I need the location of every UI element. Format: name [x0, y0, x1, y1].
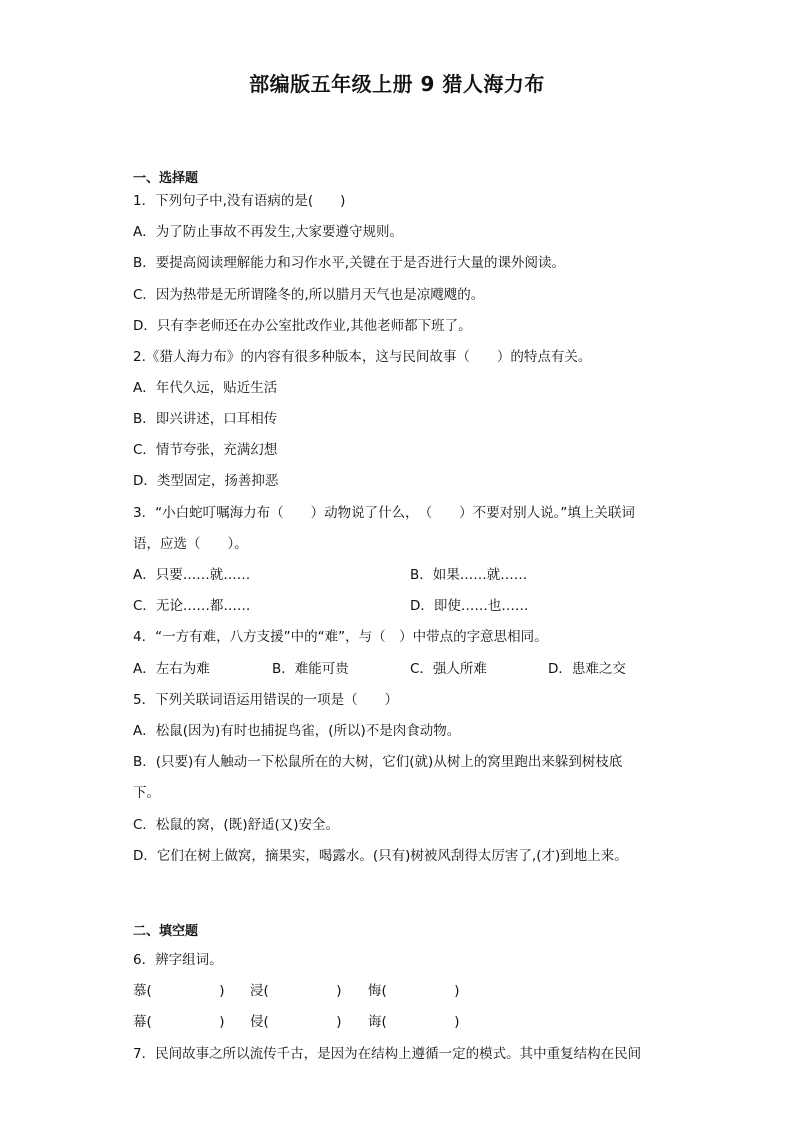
question-1-option-b: B．要提高阅读理解能力和习作水平,关键在于是否进行大量的课外阅读。: [133, 255, 566, 271]
question-3-option-a: A．只要……就……: [133, 567, 251, 583]
question-5-option-b-line2: 下。: [133, 785, 160, 801]
question-5-option-c: C．松鼠的窝，(既)舒适(又)安全。: [133, 817, 339, 833]
question-6-item: 慕( ): [133, 983, 225, 999]
question-3-stem-line1: 3．“小白蛇叮嘱海力布（ ）动物说了什么， （ ）不要对别人说。”填上关联词: [133, 505, 635, 521]
page-title: 部编版五年级上册 9 猎人海力布: [249, 72, 545, 96]
question-2-option-d: D．类型固定，扬善抑恶: [133, 473, 279, 489]
question-1-option-c: C．因为热带是无所谓隆冬的,所以腊月天气也是凉飕飕的。: [133, 287, 485, 303]
question-6-item: 诲( ): [368, 1014, 460, 1030]
question-5-option-b-line1: B．(只要)有人触动一下松鼠所在的大树，它们(就)从树上的窝里跑出来躲到树枝底: [133, 754, 623, 770]
question-4-option-d: D．患难之交: [548, 661, 626, 677]
question-7-stem: 7．民间故事之所以流传千古，是因为在结构上遵循一定的模式。其中重复结构在民间: [133, 1046, 642, 1062]
question-4-option-c: C．强人所难: [410, 661, 487, 677]
question-5-stem: 5．下列关联词语运用错误的一项是（ ）: [133, 692, 399, 708]
question-1-stem: 1．下列句子中,没有语病的是( ): [133, 193, 346, 209]
section-heading-choice: 一、选择题: [133, 171, 199, 186]
question-6-item: 悔( ): [368, 983, 460, 999]
question-4-option-a: A．左右为难: [133, 661, 210, 677]
question-2-stem: 2.《猎人海力布》的内容有很多种版本，这与民间故事（ ）的特点有关。: [133, 349, 592, 365]
question-6-item: 侵( ): [250, 1014, 342, 1030]
question-5-option-d: D．它们在树上做窝，摘果实，喝露水。(只有)树被风刮得太厉害了,(才)到地上来。: [133, 848, 628, 864]
question-2-option-c: C．情节夸张，充满幻想: [133, 442, 278, 458]
question-1-option-a: A．为了防止事故不再发生,大家要遵守规则。: [133, 224, 404, 240]
question-3-stem-line2: 语，应选（ ）。: [133, 536, 248, 552]
question-4-option-b: B．难能可贵: [272, 661, 349, 677]
question-1-option-d: D．只有李老师还在办公室批改作业,其他老师都下班了。: [133, 318, 472, 334]
question-4-stem: 4．“一方有难，八方支援”中的“难”，与（ ）中带点的字意思相同。: [133, 629, 548, 645]
question-5-option-a: A．松鼠(因为)有时也捕捉鸟雀，(所以)不是肉食动物。: [133, 723, 461, 739]
question-6-item: 浸( ): [250, 983, 342, 999]
question-6-stem: 6．辨字组词。: [133, 952, 223, 968]
question-6-item: 幕( ): [133, 1014, 225, 1030]
question-3-option-d: D．即使……也……: [410, 598, 529, 614]
question-2-option-b: B．即兴讲述，口耳相传: [133, 411, 278, 427]
question-3-option-c: C．无论……都……: [133, 598, 251, 614]
question-3-option-b: B．如果……就……: [410, 567, 528, 583]
question-2-option-a: A．年代久远，贴近生活: [133, 380, 278, 396]
section-heading-fill: 二、填空题: [133, 924, 199, 939]
